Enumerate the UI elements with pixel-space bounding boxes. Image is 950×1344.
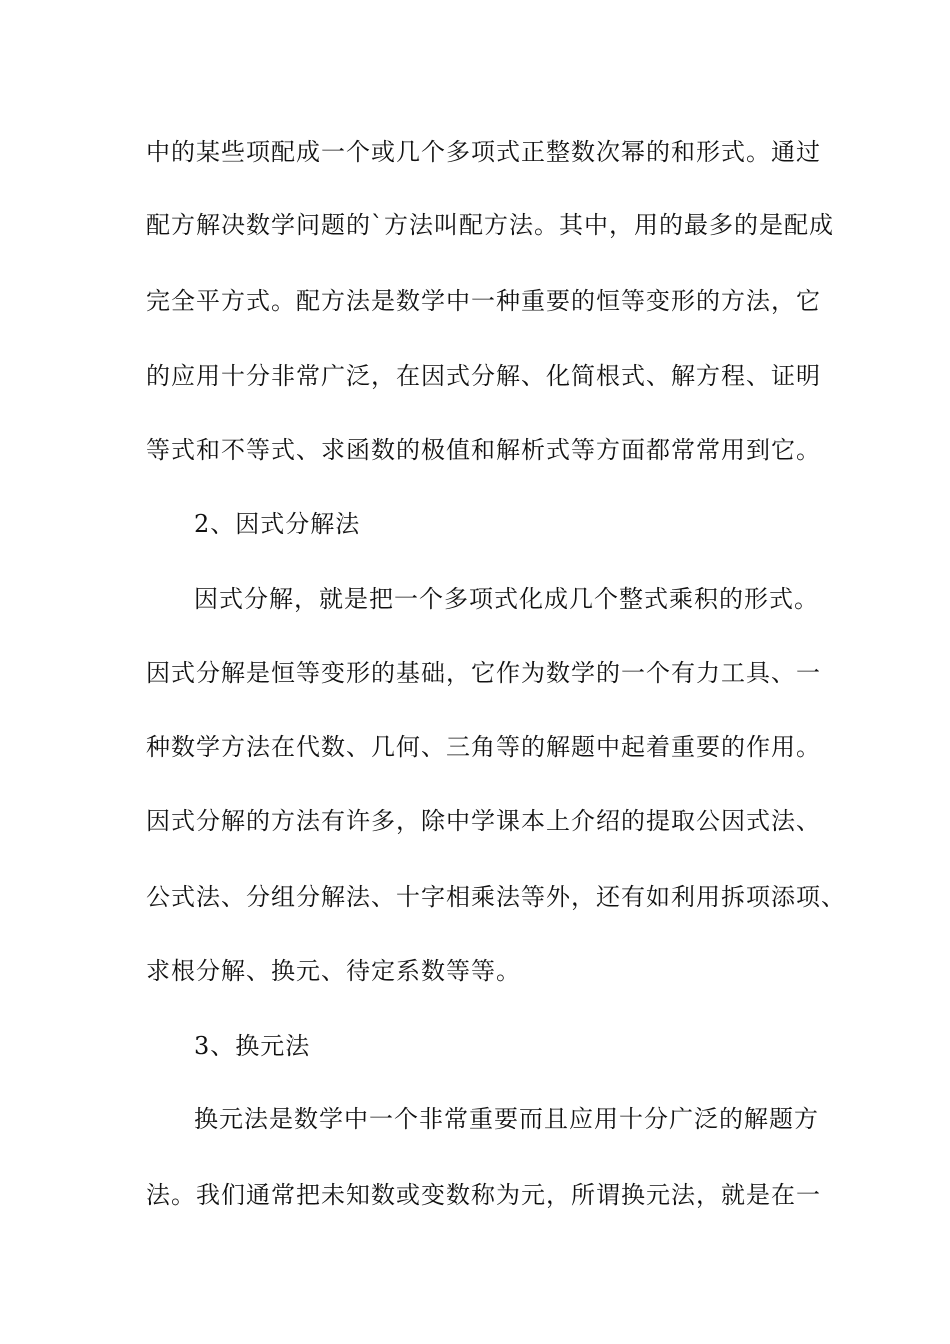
body-text-line: 换元法是数学中一个非常重要而且应用十分广泛的解题方: [194, 1105, 819, 1133]
body-text-line: 因式分解是恒等变形的基础，它作为数学的一个有力工具、一: [146, 659, 821, 687]
body-text-line: 中的某些项配成一个或几个多项式正整数次幂的和形式。通过: [146, 138, 821, 166]
body-text-line: 种数学方法在代数、几何、三角等的解题中起着重要的作用。: [146, 733, 821, 761]
body-text-line: 配方解决数学问题的`方法叫配方法。其中，用的最多的是配成: [146, 211, 834, 239]
body-text-line: 的应用十分非常广泛，在因式分解、化简根式、解方程、证明: [146, 362, 821, 390]
body-text-line: 因式分解，就是把一个多项式化成几个整式乘积的形式。: [194, 585, 819, 613]
body-text-line: 完全平方式。配方法是数学中一种重要的恒等变形的方法，它: [146, 287, 821, 315]
body-text-line: 求根分解、换元、待定系数等等。: [146, 957, 521, 985]
section-heading: 3、换元法: [194, 1032, 311, 1060]
body-text-line: 法。我们通常把未知数或变数称为元，所谓换元法，就是在一: [146, 1181, 821, 1209]
body-text-line: 因式分解的方法有许多，除中学课本上介绍的提取公因式法、: [146, 807, 821, 835]
body-text-line: 公式法、分组分解法、十字相乘法等外，还有如利用拆项添项、: [146, 883, 846, 911]
body-text-line: 等式和不等式、求函数的极值和解析式等方面都常常用到它。: [146, 436, 821, 464]
section-heading: 2、因式分解法: [194, 510, 361, 538]
